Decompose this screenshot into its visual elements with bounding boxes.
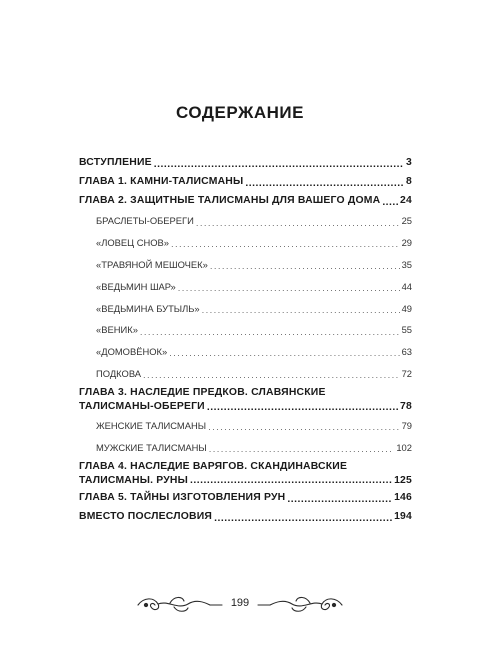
toc-subentry[interactable]: [79, 414, 412, 436]
dot-leader: [190, 476, 392, 486]
dot-leader: [154, 157, 404, 167]
toc-subentry[interactable]: [79, 436, 412, 458]
toc-entry-introduction[interactable]: [79, 153, 412, 172]
dot-leader: [196, 216, 400, 225]
toc-entry-label: ГЛАВА 1. КАМНИ-ТАЛИСМАНЫ: [79, 176, 244, 187]
toc-subentry-page: 29: [401, 237, 412, 249]
dot-leader: [143, 369, 400, 378]
toc-entry-label: ГЛАВА 2. ЗАЩИТНЫЕ ТАЛИСМАНЫ ДЛЯ ВАШЕГО ДОМА: [79, 195, 381, 206]
toc-entry-label-line1: ГЛАВА 3. НАСЛЕДИЕ ПРЕДКОВ. СЛАВЯНСКИЕ: [79, 387, 326, 399]
page-title: СОДЕРЖАНИЕ: [176, 103, 304, 122]
toc-subentry-label: «ЛОВЕЦ СНОВ»: [96, 237, 170, 249]
toc-subentry[interactable]: [79, 341, 412, 363]
toc-entry-afterword[interactable]: [79, 507, 412, 526]
toc-subentry-page: 63: [401, 346, 412, 358]
toc-entry-page: 194: [394, 510, 412, 522]
toc-subentry-label: «ВЕДЬМИНА БУТЫЛЬ»: [96, 302, 200, 314]
toc-subentry-page: 102: [396, 441, 412, 453]
toc-subentry-page: 35: [401, 258, 412, 270]
toc-entry-label: ГЛАВА 5. ТАЙНЫ ИЗГОТОВЛЕНИЯ РУН: [79, 491, 286, 503]
toc-subentry-label: ПОДКОВА: [96, 367, 142, 379]
toc-entry-page: 24: [400, 195, 412, 206]
toc-entry-label-line2: ТАЛИСМАНЫ-ОБЕРЕГИ: [79, 401, 205, 413]
toc-subentry-label: ЖЕНСКИЕ ТАЛИСМАНЫ: [96, 419, 207, 431]
toc-subentry-page: 79: [401, 419, 412, 431]
dot-leader: [140, 325, 400, 334]
toc-subentry[interactable]: [79, 275, 412, 297]
toc-entry-page: 125: [394, 474, 412, 486]
dot-leader: [169, 347, 399, 356]
toc-entry-page: 3: [406, 157, 412, 168]
toc-subentry-label: «ДОМОВЁНОК»: [96, 346, 168, 358]
dot-leader: [209, 442, 395, 451]
toc-subentry-page: 72: [401, 367, 412, 379]
toc-entry-page: 8: [406, 176, 412, 187]
toc-subentry[interactable]: [79, 254, 412, 276]
page-number: 199: [230, 597, 250, 609]
toc-entry-chapter-4[interactable]: [79, 458, 412, 488]
toc-entry-chapter-5[interactable]: [79, 488, 412, 507]
dot-leader: [287, 492, 392, 502]
dot-leader: [245, 176, 404, 186]
toc-entry-page: 146: [394, 491, 412, 503]
toc-subentry-page: 55: [401, 324, 412, 336]
toc-subentry[interactable]: [79, 297, 412, 319]
dot-leader: [171, 238, 400, 247]
toc-entry-chapter-1[interactable]: [79, 172, 412, 191]
dot-leader: [382, 195, 398, 205]
toc-subentry-page: 25: [401, 215, 412, 227]
dot-leader: [207, 402, 398, 412]
toc-entry-page: 78: [400, 401, 412, 413]
toc-subentry-label: «ВЕНИК»: [96, 324, 138, 336]
toc-subentry-label: МУЖСКИЕ ТАЛИСМАНЫ: [96, 441, 207, 453]
toc-subentry[interactable]: [79, 232, 412, 254]
toc-subentry-label: «ВЕДЬМИН ШАР»: [96, 280, 176, 292]
toc-entry-chapter-3[interactable]: [79, 384, 412, 414]
dot-leader: [214, 511, 392, 521]
dot-leader: [208, 421, 399, 430]
toc-entry-label-line2: ТАЛИСМАНЫ. РУНЫ: [79, 474, 188, 486]
toc-entry-label: ВСТУПЛЕНИЕ: [79, 157, 152, 168]
dot-leader: [178, 282, 400, 291]
toc-subentry-label: «ТРАВЯНОЙ МЕШОЧЕК»: [96, 258, 208, 270]
table-of-contents: [79, 153, 412, 526]
dot-leader: [210, 260, 400, 269]
toc-entry-chapter-2[interactable]: [79, 191, 412, 210]
page-footer: [134, 590, 346, 620]
toc-subentry-page: 44: [401, 280, 412, 292]
toc-entry-label-line1: ГЛАВА 4. НАСЛЕДИЕ ВАРЯГОВ. СКАНДИНАВСКИЕ: [79, 460, 348, 472]
toc-entry-label: ВМЕСТО ПОСЛЕСЛОВИЯ: [79, 510, 213, 522]
toc-subentry-label: БРАСЛЕТЫ-ОБЕРЕГИ: [96, 215, 194, 227]
dot-leader: [202, 303, 400, 312]
toc-subentry-page: 49: [401, 302, 412, 314]
toc-subentry[interactable]: [79, 319, 412, 341]
toc-subentry[interactable]: [79, 363, 412, 385]
toc-subentry[interactable]: [79, 210, 412, 232]
